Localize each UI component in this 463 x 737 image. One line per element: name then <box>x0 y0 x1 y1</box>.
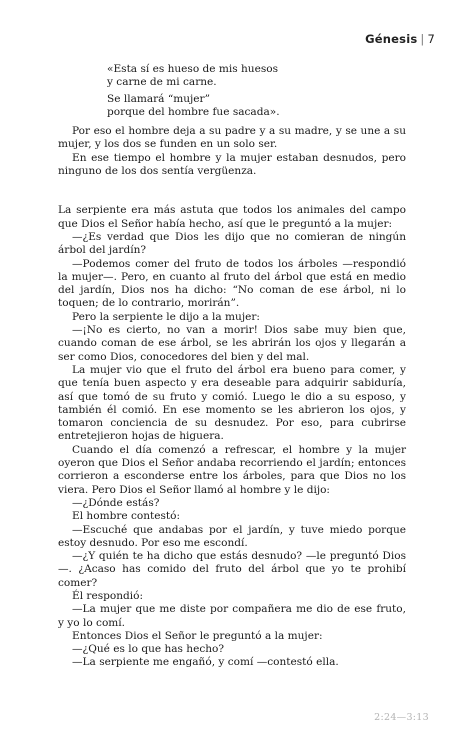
paragraph: —¿Dónde estás? <box>72 496 160 509</box>
header-separator: | <box>420 32 425 46</box>
book-title: Génesis <box>365 32 418 46</box>
poem-line: Se llamará “mujer” <box>107 92 210 105</box>
paragraph: —¿Es verdad que Dios les dijo que no comieran de ningún árbol del jardín? <box>58 230 406 257</box>
paragraph: Él respondió: <box>72 589 144 602</box>
paragraph: Pero la serpiente le dijo a la mujer: <box>72 310 260 323</box>
paragraph: —¿Qué es lo que has hecho? <box>72 643 225 656</box>
paragraph: La mujer vio que el fruto del árbol era bueno para comer, y que tenía buen aspecto y era deseable para adquirir sabiduría, así que tomó de su fruto y comió. Luego le dio a su esposo, y también él comió. En ese momento se les abrieron los ojos, y tomaron conciencia de su desnudez. Por eso, para cubrirse entretejieron hojas de higuera. <box>58 363 406 443</box>
paragraph: —¿Y quién te ha dicho que estás desnudo? —le preguntó Dios—. ¿Acaso has comido del fruto del árbol que yo te prohibí comer? <box>58 550 406 589</box>
paragraph: —Escuché que andabas por el jardín, y tuve miedo porque estoy desnudo. Por eso me escondí. <box>58 523 406 549</box>
section-break <box>58 178 406 204</box>
paragraph: Por eso el hombre deja a su padre y a su madre, y se une a su mujer, y los dos se funden en un solo ser. <box>58 125 406 151</box>
paragraph: —La serpiente me engañó, y comí —contestó ella. <box>72 656 339 669</box>
poem-stanza <box>107 93 406 120</box>
paragraph: Entonces Dios el Señor le preguntó a la mujer: <box>72 629 323 642</box>
verse-range-footer: 2:24—3:13 <box>374 712 429 723</box>
paragraph: —¡No es cierto, no van a morir! Dios sabe muy bien que, cuando coman de ese árbol, se les abrirán los ojos y llegarán a ser como Dios, conocedores del bien y del mal. <box>58 324 406 363</box>
paragraph: En ese tiempo el hombre y la mujer estaban desnudos, pero ninguno de los dos sentía vergüenza. <box>58 151 406 178</box>
poem-line: «Esta sí es hueso de mis huesos <box>107 63 279 75</box>
poem-line: porque del hombre fue sacada». <box>107 105 280 118</box>
poem-line: y carne de mi carne. <box>107 76 217 89</box>
body-text <box>58 63 406 670</box>
page-number: 7 <box>427 32 435 46</box>
running-head <box>365 32 435 46</box>
poem-stanza <box>107 63 406 90</box>
poem-block <box>107 63 406 119</box>
paragraph: El hombre contestó: <box>72 510 181 523</box>
paragraph: —La mujer que me diste por compañera me dio de ese fruto, y yo lo comí. <box>58 603 406 629</box>
paragraph: La serpiente era más astuta que todos los animales del campo que Dios el Señor había hecho, así que le preguntó a la mujer: <box>58 204 406 230</box>
paragraph: Cuando el día comenzó a refrescar, el hombre y la mujer oyeron que Dios el Señor andaba recorriendo el jardín; entonces corrieron a esconderse entre los árboles, para que Dios no los viera. Pero Dios el Señor llamó al hombre y le dijo: <box>58 443 406 496</box>
paragraph: —Podemos comer del fruto de todos los árboles —respondió la mujer—. Pero, en cuanto al fruto del árbol que está en medio del jardín, Dios nos ha dicho: “No coman de ese árbol, ni lo toquen; de lo contrario, morirán”. <box>58 257 406 310</box>
